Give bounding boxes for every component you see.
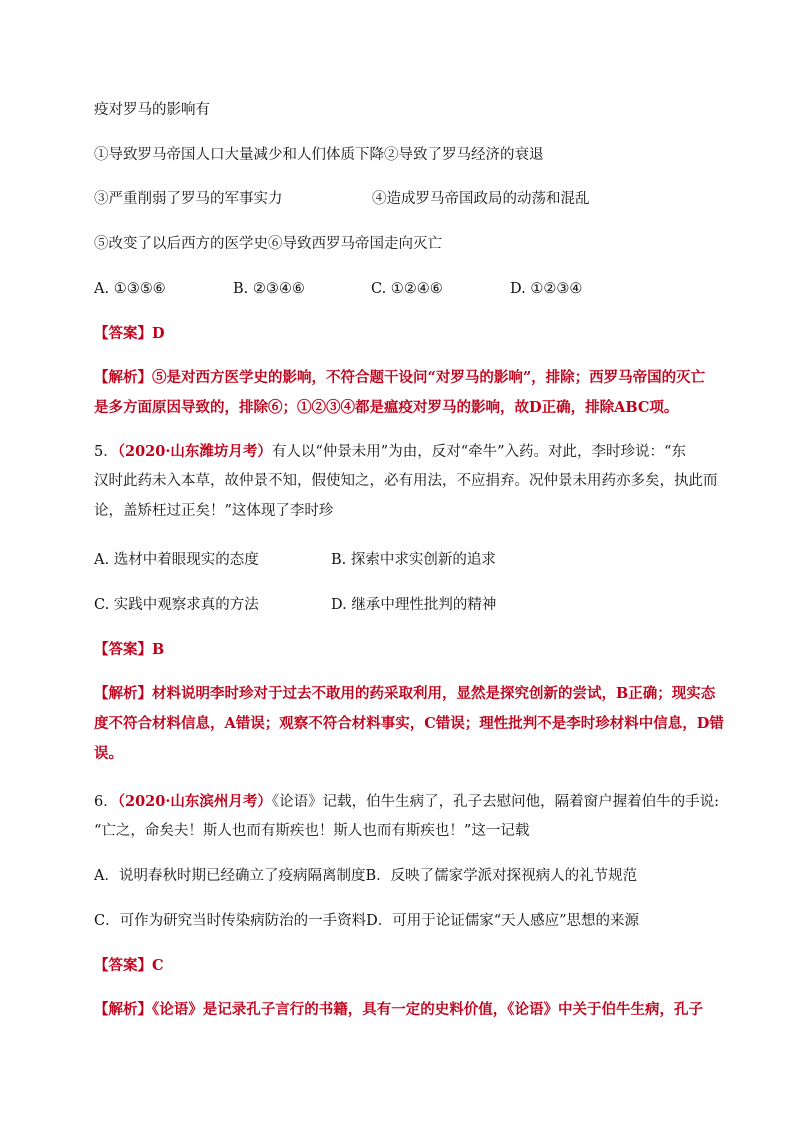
- question-source: （2020·山东滨州月考）: [117, 793, 272, 810]
- q4-analysis-line-1: [94, 368, 705, 388]
- answer-tag: 【答案】: [94, 957, 152, 974]
- analysis-text: 材料说明李时珍对于过去不敢用的药采取利用，显然是探究创新的尝试，B正确；现实态: [152, 685, 716, 702]
- q4-analysis-line-2: 是多方面原因导致的，排除⑥；①②③④都是瘟疫对罗马的影响，故D正确，排除ABC项。: [94, 399, 679, 416]
- analysis-text: ⑤是对西方医学史的影响，不符合题干设问“对罗马的影响”，排除；西罗马帝国的灭亡: [152, 369, 706, 386]
- q4-statement-2: ③严重削弱了罗马的军事实力: [94, 191, 283, 207]
- q6-option-ab: [94, 866, 637, 886]
- q5-stem-line-3: 论，盖矫枉过正矣！”这体现了李时珍: [94, 503, 334, 519]
- q6-analysis-line-1: [94, 1000, 703, 1020]
- answer-tag: 【答案】: [94, 641, 152, 658]
- q4-option-a: A. ①③⑤⑥: [94, 281, 166, 297]
- analysis-text: 《论语》是记录孔子言行的书籍，具有一定的史料价值，《论语》中关于伯牛生病，孔子: [152, 1001, 703, 1018]
- q5-answer: [94, 640, 164, 660]
- q5-option-c: C. 实践中观察求真的方法: [94, 597, 259, 613]
- question-source: （2020·山东潍坊月考）: [117, 443, 272, 460]
- q4-answer: [94, 324, 165, 344]
- q6-option-d: D．可用于论证儒家“天人感应”思想的来源: [366, 913, 640, 929]
- stem-text: 《论语》记载，伯牛生病了，孔子去慰问他，隔着窗户握着伯牛的手说:: [271, 794, 720, 810]
- answer-value: B: [152, 641, 165, 658]
- answer-value: C: [152, 957, 164, 974]
- q6-option-b: B．反映了儒家学派对探视病人的礼节规范: [365, 868, 638, 884]
- q4-statement-4: ⑤改变了以后西方的医学史⑥导致西罗马帝国走向灭亡: [94, 236, 442, 252]
- q5-stem-line-1: [94, 442, 686, 462]
- question-number: 5．: [94, 444, 118, 460]
- q6-stem-line-1: [94, 792, 719, 812]
- answer-tag: 【答案】: [94, 325, 152, 342]
- analysis-tag: 【解析】: [94, 685, 152, 702]
- q6-option-c: C．可作为研究当时传染病防治的一手资料: [94, 913, 367, 929]
- analysis-tag: 【解析】: [94, 1001, 152, 1018]
- q4-option-d: D. ①②③④: [510, 281, 583, 297]
- q5-analysis-line-3: 误。: [94, 745, 123, 762]
- q5-option-a: A. 选材中着眼现实的态度: [94, 552, 259, 568]
- q6-option-a: A．说明春秋时期已经确立了疫病隔离制度: [94, 868, 366, 884]
- q6-answer: [94, 956, 164, 976]
- q5-option-b: B. 探索中求实创新的追求: [331, 552, 496, 568]
- q5-analysis-line-2: 度不符合材料信息，A错误；观察不符合材料事实，C错误；理性批判不是李时珍材料中信息，D错: [94, 715, 724, 732]
- q6-option-cd: [94, 911, 639, 931]
- q4-stem-tail: 疫对罗马的影响有: [94, 102, 210, 118]
- q4-statement-1: ①导致罗马帝国人口大量减少和人们体质下降②导致了罗马经济的衰退: [94, 147, 544, 163]
- q4-statement-3: ④造成罗马帝国政局的动荡和混乱: [372, 191, 590, 207]
- analysis-tag: 【解析】: [94, 369, 152, 386]
- answer-value: D: [152, 325, 165, 342]
- q4-option-c: C. ①②④⑥: [371, 281, 443, 297]
- q5-analysis-line-1: [94, 684, 715, 704]
- stem-text: 有人以“仲景未用”为由，反对“牵牛”入药。对此，李时珍说：“东: [271, 444, 686, 460]
- q4-option-b: B. ②③④⑥: [233, 281, 305, 297]
- q5-stem-line-2: 汉时此药未入本草，故仲景不知，假使知之，必有用法，不应捐弃。况仲景未用药亦多矣，执此而: [94, 473, 718, 489]
- q6-stem-line-2: “亡之，命矣夫！斯人也而有斯疾也！斯人也而有斯疾也！”这一记载: [94, 823, 530, 839]
- q5-option-d: D. 继承中理性批判的精神: [331, 597, 497, 613]
- question-number: 6．: [94, 794, 118, 810]
